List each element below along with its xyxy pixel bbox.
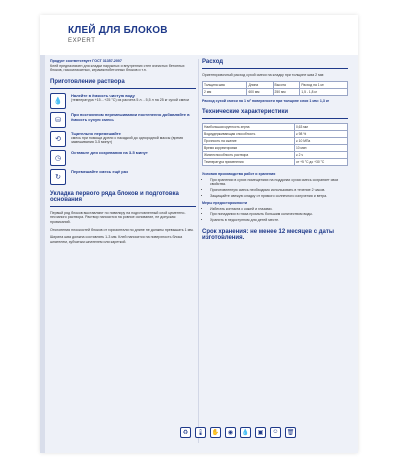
laying-para-2: Отклонения плоскостей блоков от горизонтали по длине не должны превышать 1 мм. <box>50 227 194 232</box>
step-1-text: (температура +15…+25 °C) из расчета 5 л. - 5,5 л на 25 кг сухой смеси <box>71 97 190 102</box>
sheet-header <box>40 15 358 55</box>
prep-rule <box>50 88 196 89</box>
product-title: КЛЕЙ ДЛЯ БЛОКОВ <box>68 25 168 36</box>
laying-rule <box>50 206 196 207</box>
water-icon: 💧 <box>50 93 66 109</box>
step-4-title: Оставьте для созревания на 3-5 минут <box>71 149 148 155</box>
list-item: • Хранить в недоступном для детей месте. <box>210 218 348 223</box>
cell: Высота <box>273 81 300 88</box>
work-list <box>202 178 348 198</box>
intro-text: Клей предназначен для кладки наружных и внутренних стен ячеистых бетонных блоков, газосиликатных, керамзитобетонных блоков и т.п. <box>50 63 185 73</box>
cell: ≥ 10 МПа <box>294 138 347 145</box>
recycle-icon: ♻ <box>180 427 191 438</box>
tech-table <box>202 123 348 166</box>
mixer-icon: ⛁ <box>50 112 66 128</box>
child-icon: ☺ <box>270 427 281 438</box>
cell: Время корректировки <box>203 145 295 152</box>
tech-rule <box>202 118 348 119</box>
laying-para-1: Первый ряд блоков выставляют по нивелиру на подготовленный слой цементно-песчаного раствора. Раствор наносится на ровное основание, не допуская провисаний. <box>50 210 186 224</box>
brand-label: EXPERT <box>68 38 96 44</box>
bin-icon: 🗑 <box>285 427 296 438</box>
cell: ≥ 2 ч <box>294 152 347 159</box>
work-title: Условия производства работ и хранения <box>202 172 276 177</box>
step-3-title: Тщательно перемешайте <box>71 130 121 136</box>
step-2-title: При постоянном перемешивании постепенно добавляйте в ёмкость сухую смесь <box>71 111 190 122</box>
table-row <box>203 131 348 138</box>
step-2 <box>50 112 196 128</box>
eye-icon: ◉ <box>225 427 236 438</box>
cell: Жизнеспособность раствора <box>203 152 295 159</box>
step-3 <box>50 131 196 147</box>
cell: Прочность на сжатие <box>203 138 295 145</box>
step-5-title: Перемешайте смесь ещё раз <box>71 168 129 174</box>
consumption-text: Ориентировочный расход сухой смеси на кладку при толщине шва 2 мм: <box>202 73 325 77</box>
table-row <box>203 138 348 145</box>
repeat-icon: ↻ <box>50 169 66 185</box>
list-item: • При попадании в глаза промыть большим количеством воды. <box>210 212 348 217</box>
table-row <box>203 159 348 166</box>
table-row <box>203 145 348 152</box>
prep-title: Приготовление раствора <box>50 78 125 85</box>
cell: 10 мин <box>294 145 347 152</box>
cell: Расход на 1 м² <box>300 81 348 88</box>
list-item: • Избегать контакта с кожей и глазами. <box>210 207 348 212</box>
list-item: • Защищайте свежую кладку от прямого солнечного излучения и ветра. <box>210 194 348 199</box>
stir-icon: ⟲ <box>50 131 66 147</box>
cell: 1,5 - 1,8 кг <box>300 88 348 95</box>
step-3-text: смесь при помощи дрели с насадкой до однородной массы (время замешивания 3-5 минут) <box>71 135 183 145</box>
laying-para-3: Ширина шва должна составлять 1-3 мм. Клей наносится на поверхность блока шпателем, зубчатым шпателем или кареткой. <box>50 235 183 244</box>
step-1-title: Налейте в ёмкость чистую воду <box>71 92 135 98</box>
safety-title: Меры предосторожности <box>202 201 248 206</box>
box-icon: ▣ <box>255 427 266 438</box>
consumption-note: Расход сухой смеси на 1 м² поверхности при толщине слоя 1 мм: 1,3 кг <box>202 98 330 103</box>
consumption-table <box>202 81 348 96</box>
cell: Длина <box>247 81 273 88</box>
cell: 0,63 мм <box>294 124 347 131</box>
safety-list <box>202 207 348 223</box>
step-5 <box>50 169 196 185</box>
step-1 <box>50 93 196 109</box>
tech-title: Технические характеристики <box>202 109 289 116</box>
cell: Толщина шва <box>203 81 247 88</box>
table-row <box>203 81 348 88</box>
cell: Водоудерживающая способность <box>203 131 295 138</box>
cell: Температура применения <box>203 159 295 166</box>
cell: 250 мм <box>273 88 300 95</box>
storage-text: Срок хранения: не менее 12 месяцев с даты изготовления. <box>202 228 334 241</box>
laying-title: Укладка первого ряда блоков и подготовка основания <box>50 190 179 203</box>
product-sheet <box>40 15 358 453</box>
glove-icon: ✋ <box>210 427 221 438</box>
consumption-title: Расход <box>202 59 224 65</box>
table-row <box>203 124 348 131</box>
list-item: • Приготовленную смесь необходимо использовать в течение 2 часов. <box>210 188 348 193</box>
right-column <box>202 59 348 241</box>
column-divider <box>198 59 199 443</box>
cell: 600 мм <box>247 88 273 95</box>
footer-icons <box>180 420 310 444</box>
consumption-rule <box>202 68 348 69</box>
left-column <box>50 59 196 244</box>
cell: Наибольшая крупность зерна <box>203 124 295 131</box>
table-row <box>203 88 348 95</box>
clock-icon: ◷ <box>50 150 66 166</box>
step-4 <box>50 150 196 166</box>
cell: ≥ 98 % <box>294 131 347 138</box>
cell: от +5 °C до +30 °C <box>294 159 347 166</box>
list-item: • При хранении в сухих помещениях на поддонах сухая смесь сохраняет свои свойства. <box>210 178 348 187</box>
drop-icon: 💧 <box>240 427 251 438</box>
table-row <box>203 152 348 159</box>
left-stripe <box>40 15 45 453</box>
cell: 2 мм <box>203 88 247 95</box>
gost-line: Продукт соответствует ГОСТ 31357-2007 <box>50 59 122 63</box>
temp-icon: 🌡 <box>195 427 206 438</box>
